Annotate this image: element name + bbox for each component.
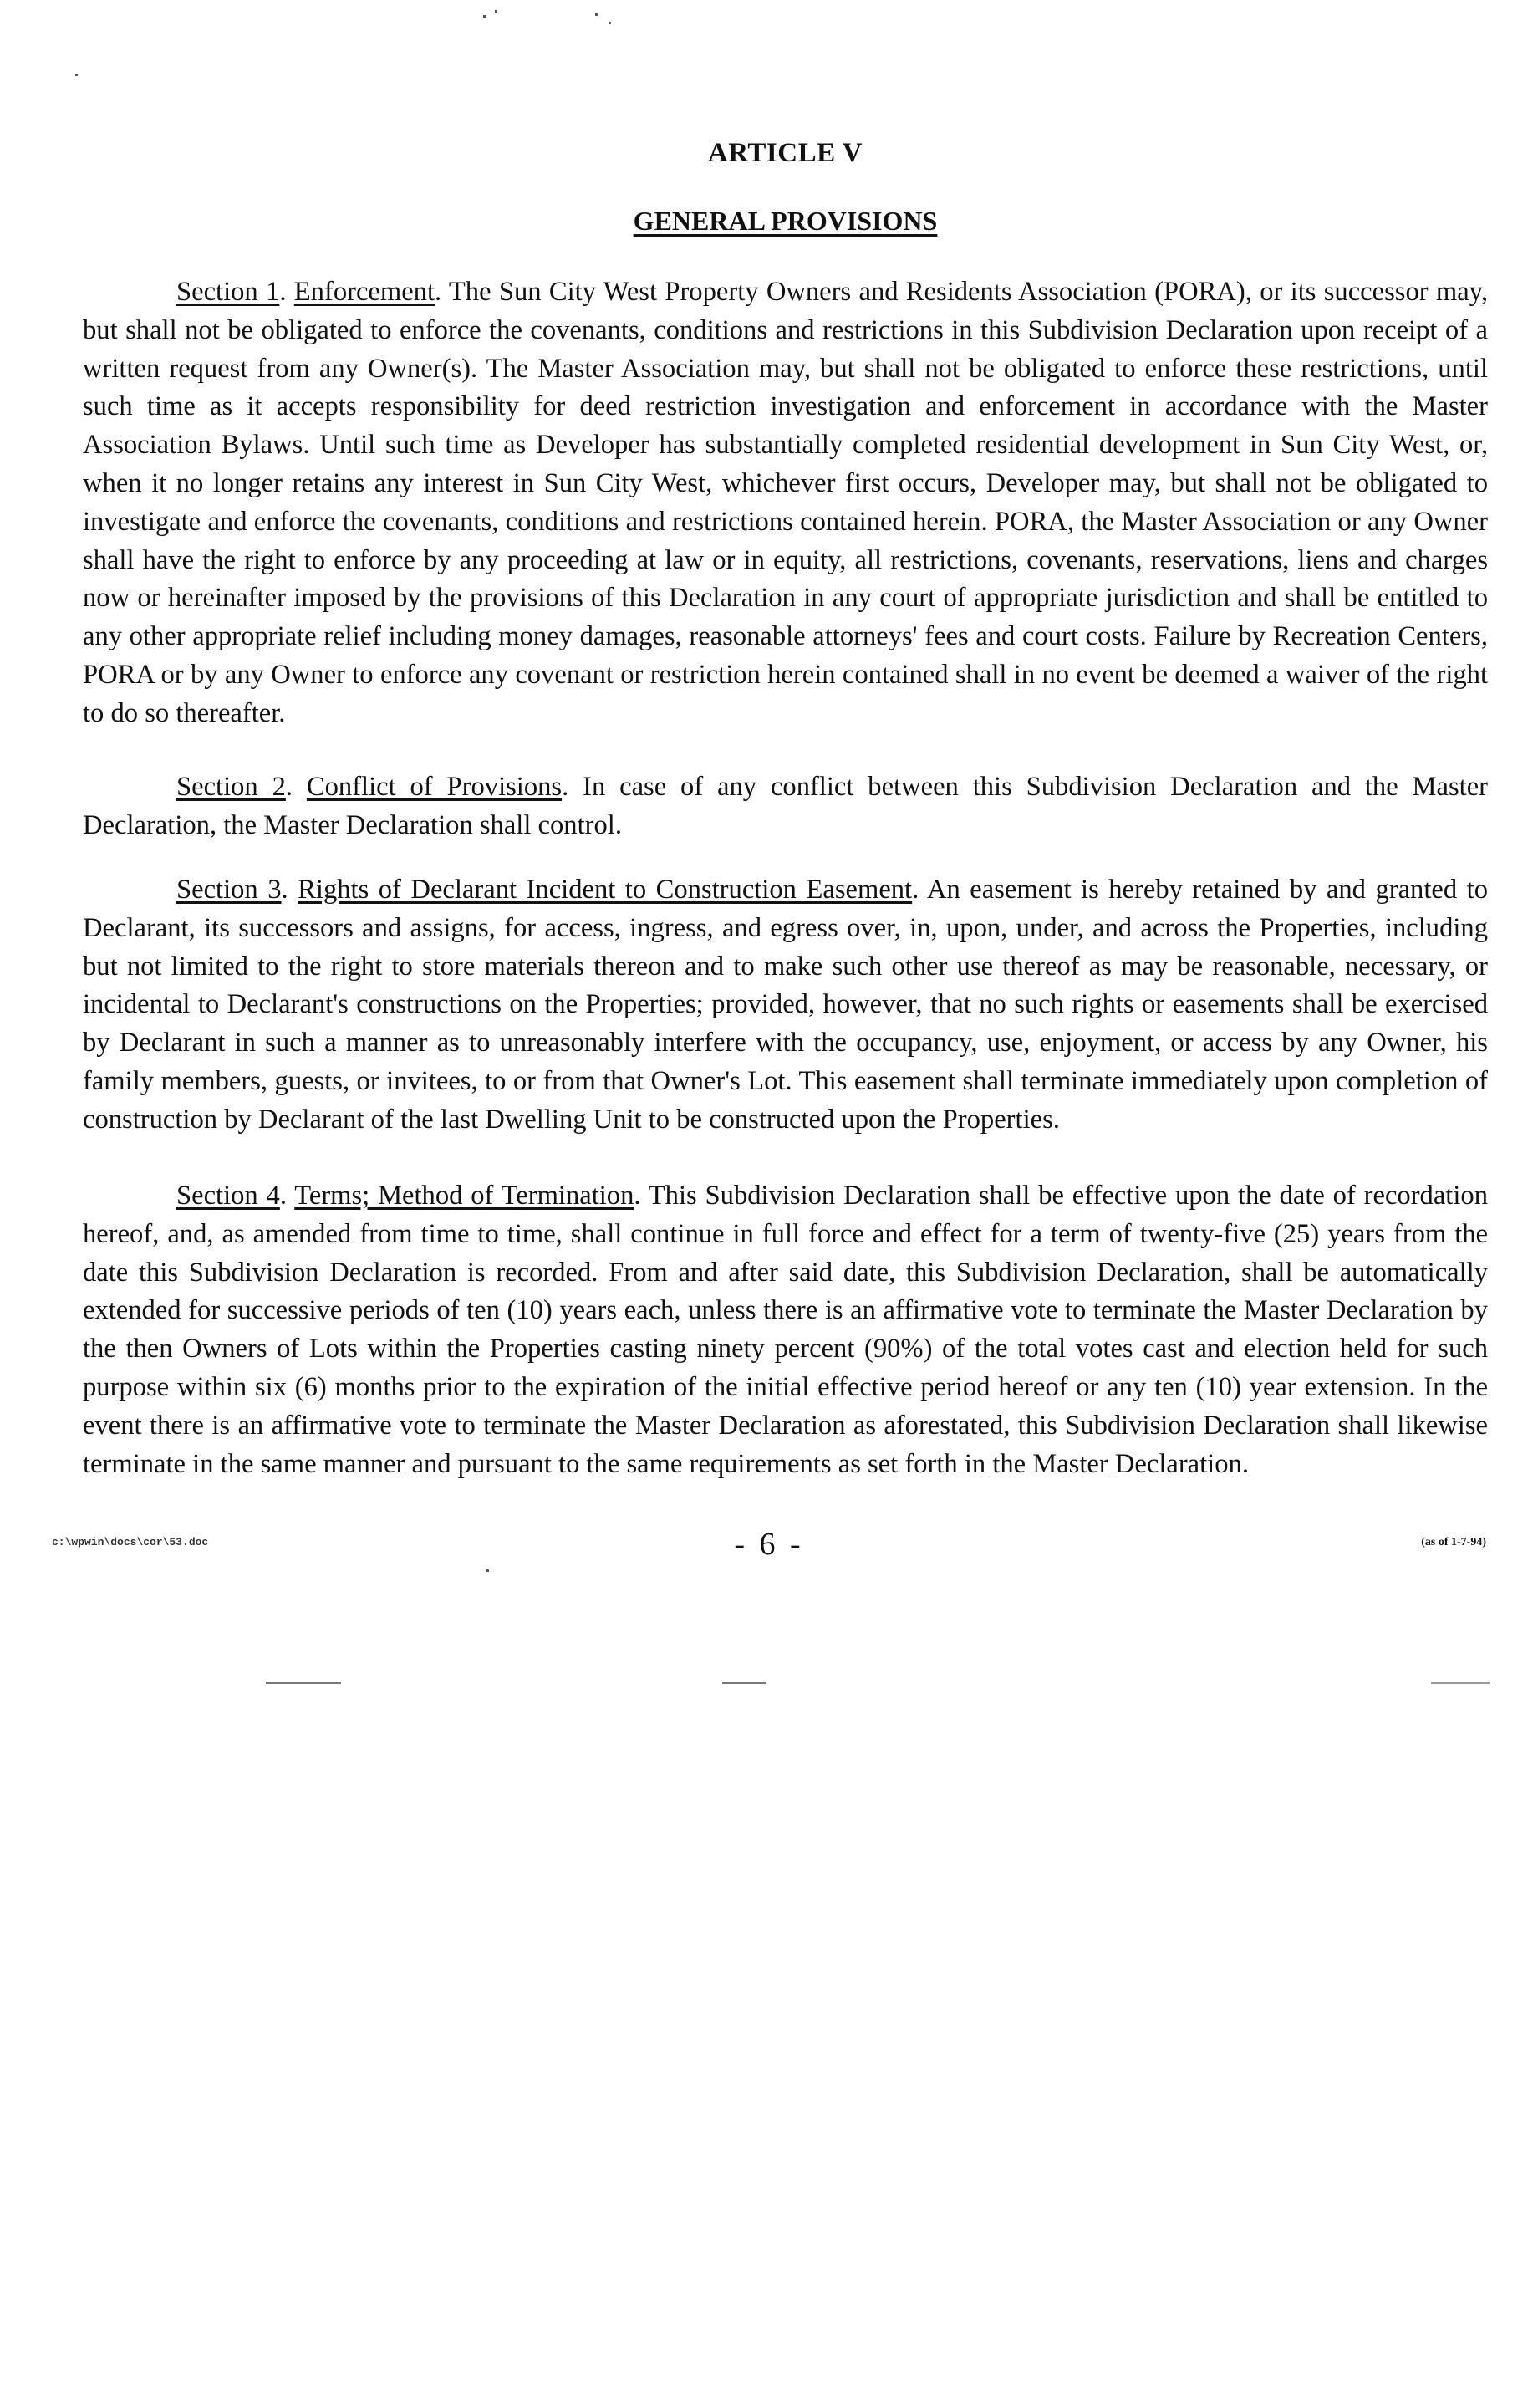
section-body: In case of any conflict between this Subdivision Declaration and the Master Declaration, the Master Declaration shall control.: [83, 772, 1489, 840]
section-label: Section 2: [176, 772, 286, 802]
section-body: This Subdivision Declaration shall be effective upon the date of recordation hereof, and, as amended from time to time, shall continue in full force and effect for a term of twenty-five (25) years from the date this Subdivision Declaration is recorded. From and after said date, this Subdivision Declaration, shall be automatically extended for successive periods of ten (10) years each, unless there is an affirmative vote to terminate the Master Declaration by the then Owners of Lots within the Properties casting ninety percent (90%) of the total votes cast and election held for such purpose within six (6) months prior to the expiration of the initial effective period hereof or any ten (10) year extension. In the event there is an affirmative vote to terminate the Master Declaration as aforestated, this Subdivision Declaration shall likewise terminate in the same manner and pursuant to the same requirements as set forth in the Master Declaration.: [83, 1181, 1488, 1479]
footer-date-note: (as of 1-7-94): [1421, 1536, 1486, 1548]
footer-file-path: c:\wpwin\docs\cor\53.doc: [52, 1536, 209, 1548]
scan-speck: [75, 74, 78, 76]
section-body: The Sun City West Property Owners and Residents Association (PORA), or its successor may, but shall not be obligated to enforce the covenants, conditions and restrictions in this Subdivision Declaration upon receipt of a written request from any Owner(s). The Master Association may, but shall not be obligated to enforce these restrictions, until such time as it accepts responsibility for deed restriction investigation and enforcement in accordance with the Master Association Bylaws. Until such time as Developer has substantially completed residential development in Sun City West, or, when it no longer retains any interest in Sun City West, whichever first occurs, Developer may, but shall not be obligated to investigate and enforce the covenants, conditions and restrictions contained herein. PORA, the Master Association or any Owner shall have the right to enforce by any proceeding at law or in equity, all restrictions, covenants, reservations, liens and charges now or hereinafter imposed by the provisions of this Declaration in any court of appropriate jurisdiction and shall be entitled to any other appropriate relief including money damages, reasonable attorneys' fees and court costs. Failure by Recreation Centers, PORA or by any Owner to enforce any covenant or restriction herein contained shall in no event be deemed a waiver of the right to do so thereafter.: [83, 277, 1489, 728]
section-label: Section 1: [176, 277, 280, 307]
scan-rule-mark: [1431, 1682, 1490, 1684]
section-heading: Conflict of Provisions: [306, 772, 563, 802]
article-subtitle: GENERAL PROVISIONS: [633, 206, 938, 236]
section-heading: Terms; Method of Termination: [294, 1181, 634, 1211]
scan-rule-mark: [266, 1682, 341, 1684]
section-heading: Rights of Declarant Incident to Construction Easement: [298, 875, 913, 905]
section-construction-easement: Section 3. Rights of Declarant Incident to Construction Easement. An easement is hereby retained by and granted to Declarant, its successors and assigns, for access, ingress, and egress over, in, upon, under, and across the Properties, including but not limited to the right to store materials thereon and to make such other use thereof as may be reasonable, necessary, or incidental to Declarant's constructions on the Properties; provided, however, that no such rights or easements shall be exercised by Declarant in such a manner as to unreasonably interfere with the occupancy, use, enjoyment, or access by any Owner, his family members, guests, or invitees, to or from that Owner's Lot. This easement shall terminate immediately upon completion of construction by Declarant of the last Dwelling Unit to be constructed upon the Properties.: [83, 875, 1488, 1135]
section-label: Section 4: [176, 1181, 280, 1211]
scan-speck: [486, 1569, 489, 1572]
scan-speck: [609, 22, 611, 24]
section-enforcement: Section 1. Enforcement. The Sun City West Property Owners and Residents Association (PORA), or its successor may, but shall not be obligated to enforce the covenants, conditions and restrictions in this Subdivision Declaration upon receipt of a written request from any Owner(s). The Master Association may, but shall not be obligated to enforce these restrictions, until such time as it accepts responsibility for deed restriction investigation and enforcement in accordance with the Master Association Bylaws. Until such time as Developer has substantially completed residential development in Sun City West, or, when it no longer retains any interest in Sun City West, whichever first occurs, Developer may, but shall not be obligated to investigate and enforce the covenants, conditions and restrictions contained herein. PORA, the Master Association or any Owner shall have the right to enforce by any proceeding at law or in equity, all restrictions, covenants, reservations, liens and charges now or hereinafter imposed by the provisions of this Declaration in any court of appropriate jurisdiction and shall be entitled to any other appropriate relief including money damages, reasonable attorneys' fees and court costs. Failure by Recreation Centers, PORA or by any Owner to enforce any covenant or restriction herein contained shall in no event be deemed a waiver of the right to do so thereafter.: [83, 277, 1489, 728]
section-label: Section 3: [176, 875, 282, 905]
page-number: - 6 -: [734, 1527, 804, 1562]
article-title: ARTICLE V: [707, 138, 863, 168]
section-heading: Enforcement: [293, 277, 435, 307]
section-terms-termination: Section 4. Terms; Method of Termination. This Subdivision Declaration shall be effective upon the date of recordation hereof, and, as amended from time to time, shall continue in full force and effect for a term of twenty-five (25) years from the date this Subdivision Declaration is recorded. From and after said date, this Subdivision Declaration, shall be automatically extended for successive periods of ten (10) years each, unless there is an affirmative vote to terminate the Master Declaration by the then Owners of Lots within the Properties casting ninety percent (90%) of the total votes cast and election held for such purpose within six (6) months prior to the expiration of the initial effective period hereof or any ten (10) year extension. In the event there is an affirmative vote to terminate the Master Declaration as aforestated, this Subdivision Declaration shall likewise terminate in the same manner and pursuant to the same requirements as set forth in the Master Declaration.: [83, 1181, 1488, 1479]
page-footer: [0, 1526, 1538, 1562]
section-body: An easement is hereby retained by and granted to Declarant, its successors and assigns, for access, ingress, and egress over, in, upon, under, and across the Properties, including but not limited to the right to store materials thereon and to make such other use thereof as may be reasonable, necessary, or incidental to Declarant's constructions on the Properties; provided, however, that no such rights or easements shall be exercised by Declarant in such a manner as to unreasonably interfere with the occupancy, use, enjoyment, or access by any Owner, his family members, guests, or invitees, to or from that Owner's Lot. This easement shall terminate immediately upon completion of construction by Declarant of the last Dwelling Unit to be constructed upon the Properties.: [83, 875, 1488, 1135]
section-conflict-of-provisions: Section 2. Conflict of Provisions. In case of any conflict between this Subdivision Declaration and the Master Declaration, the Master Declaration shall control.: [83, 772, 1489, 840]
scan-speck: [495, 10, 497, 13]
scan-speck: [483, 15, 486, 18]
scan-rule-mark: [722, 1682, 766, 1684]
scan-speck: [595, 13, 598, 16]
